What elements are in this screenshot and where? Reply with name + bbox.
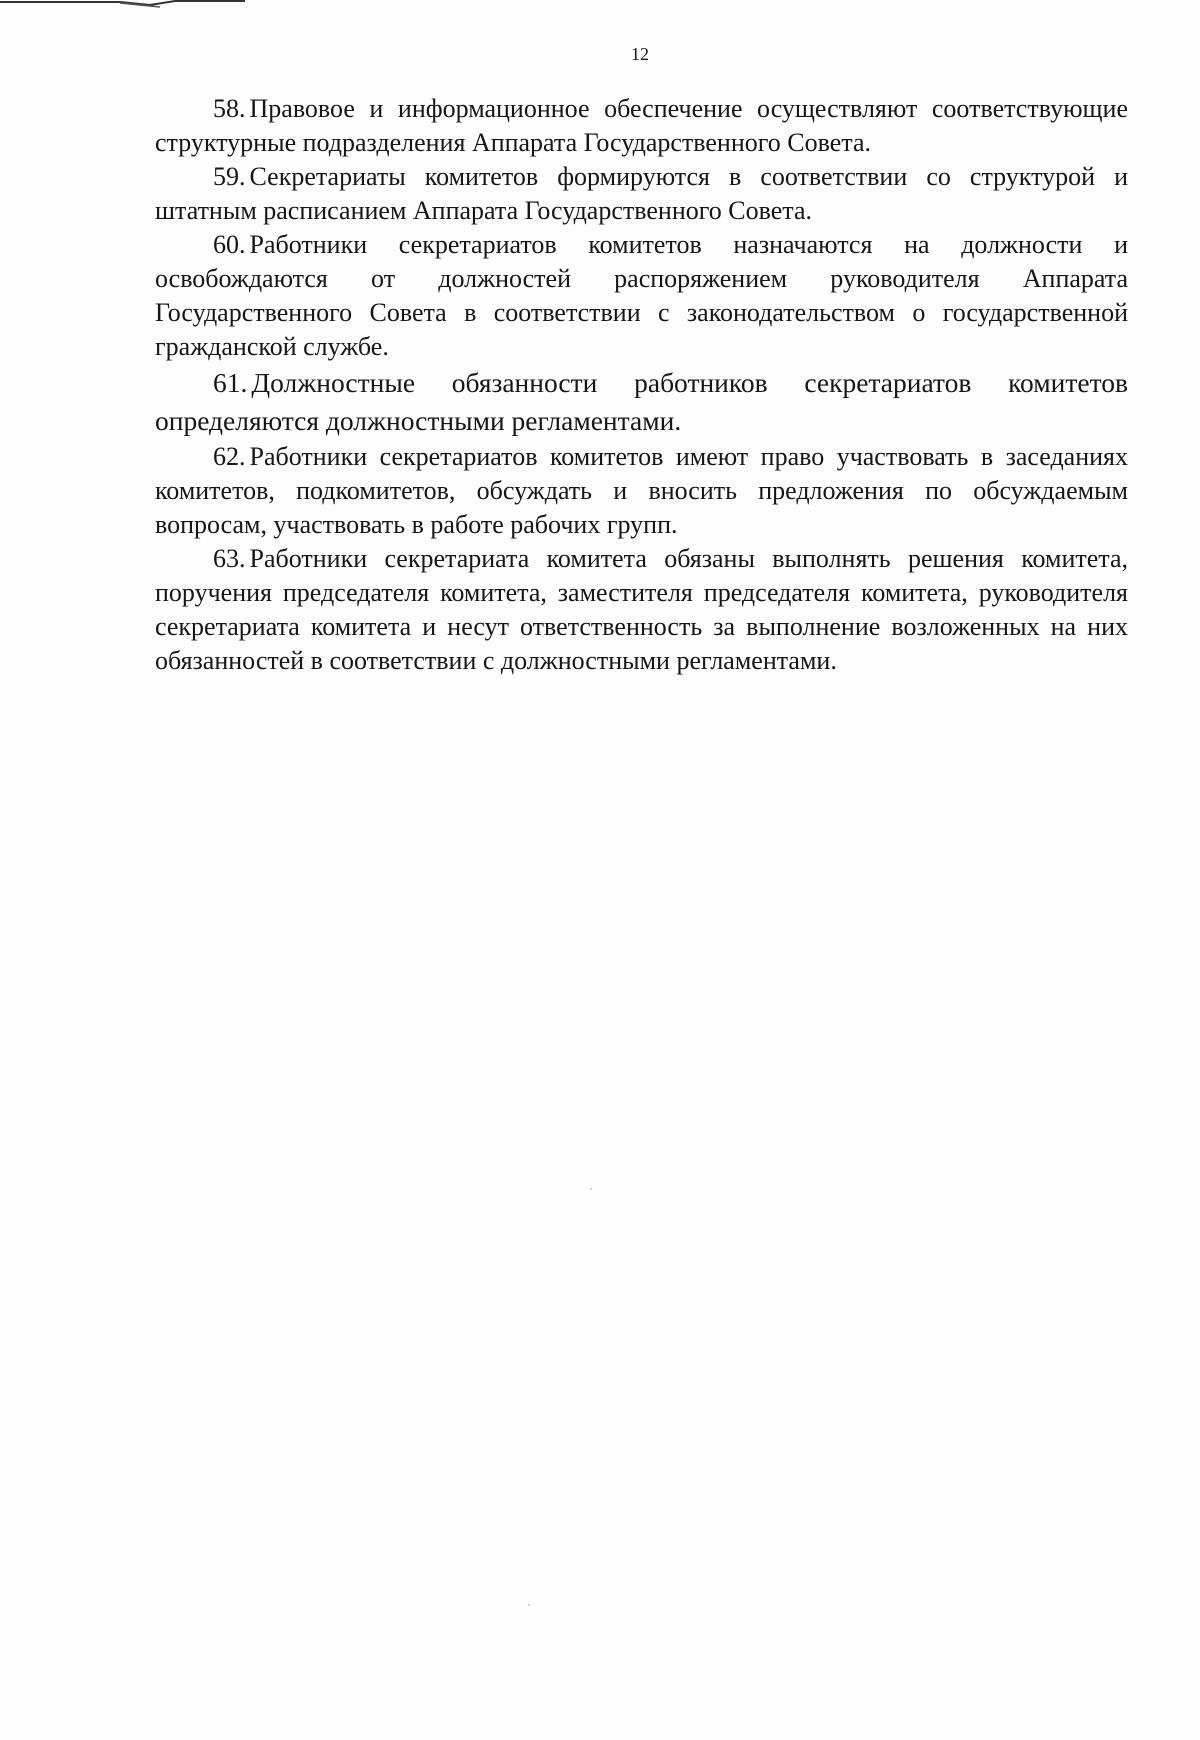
paragraph-text: Работники секретариатов комитетов назначаются на должности и освобождаются от должностей распоряжением руководителя Аппарата Государственного Совета в соответствии с законодательством о государственной гражданской службе. [155,230,1128,361]
paragraph-59 [155,160,1128,228]
paragraph-text: Работники секретариата комитета обязаны выполнять решения комитета, поручения председателя комитета, заместителя председателя комитета, руководителя секретариата комитета и несут ответственность за выполнение возложенных на них обязанностей в соответствии с должностными регламентами. [155,544,1128,675]
paragraph-number: 59. [213,162,246,191]
paragraph-number: 58. [213,94,246,123]
paragraph-text: Работники секретариатов комитетов имеют право участвовать в заседаниях комитетов, подкомитетов, обсуждать и вносить предложения по обсуждаемым вопросам, участвовать в работе рабочих групп. [155,442,1128,539]
paragraph-62 [155,440,1128,542]
paragraph-58 [155,92,1128,160]
paragraph-63 [155,542,1128,678]
scan-speck [528,1604,530,1606]
paragraph-text: Секретариаты комитетов формируются в соответствии со структурой и штатным расписанием Аппарата Государственного Совета. [155,162,1128,225]
paragraph-text: Должностные обязанности работников секретариатов комитетов определяются должностными регламентами. [155,367,1128,436]
document-body [155,92,1128,678]
page-number: 12 [631,44,649,64]
paragraph-number: 63. [213,544,246,573]
paragraph-61 [155,364,1128,440]
paragraph-number: 62. [213,442,246,471]
paragraph-text: Правовое и информационное обеспечение осуществляют соответствующие структурные подразделения Аппарата Государственного Совета. [155,94,1128,157]
scan-edge-mark [0,0,245,12]
scan-speck [590,1188,592,1190]
paragraph-number: 61. [213,367,248,398]
paragraph-number: 60. [213,230,246,259]
paragraph-60 [155,228,1128,364]
